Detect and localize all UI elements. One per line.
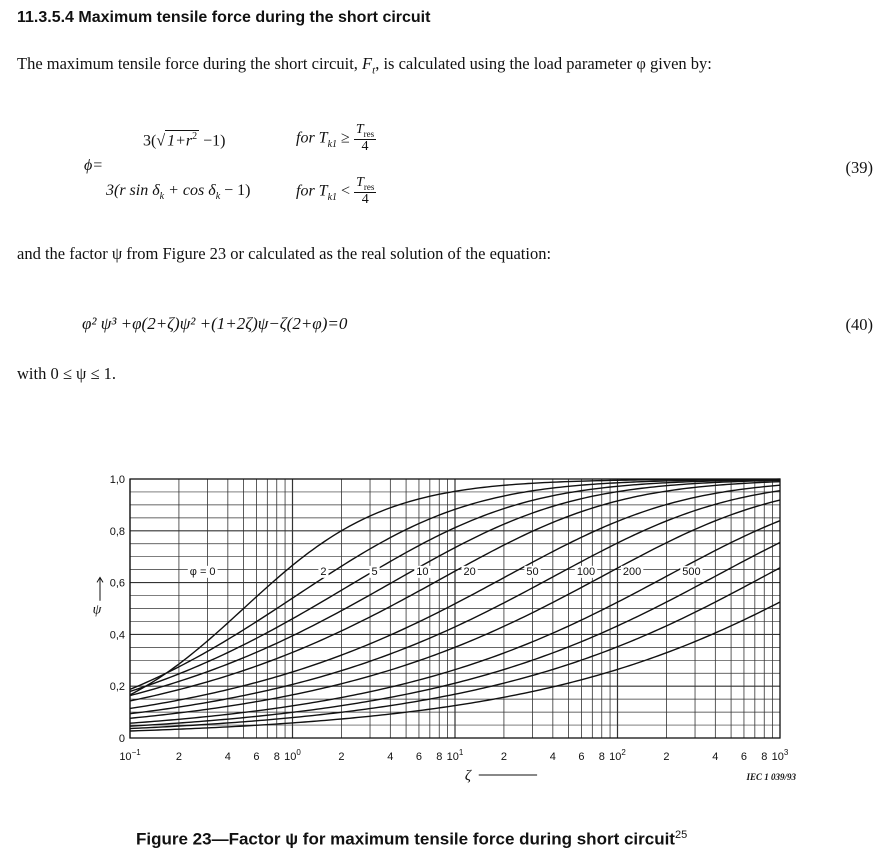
paragraph-range: with 0 ≤ ψ ≤ 1. (17, 364, 117, 383)
eq39-condition-1: for $T_{k1}$ ≥ $\frac{T_{res}}{4}$ (296, 122, 375, 155)
curve-label: 10 (416, 565, 429, 578)
x-tick-label: $10^0$ (284, 748, 301, 763)
x-tick-label: 8 (436, 751, 443, 763)
x-tick-label: 2 (500, 751, 507, 763)
figure-23-chart (0, 455, 892, 825)
curve-label: 20 (463, 565, 476, 578)
x-tick-label: 8 (273, 751, 280, 763)
source-tag: IEC 1 039/93 (746, 772, 796, 782)
curve-label: 50 (526, 565, 539, 578)
y-tick-label: 1,0 (109, 474, 125, 486)
x-tick-label: 4 (387, 751, 394, 763)
chart-axes (93, 474, 797, 784)
x-tick-label: 2 (663, 751, 670, 763)
curve-label: 5 (371, 565, 378, 578)
y-tick-label: 0,4 (109, 629, 125, 642)
curve-label: 500 (682, 565, 701, 578)
x-tick-label: 4 (224, 751, 231, 763)
curve-label: φ = 0 (189, 565, 216, 578)
x-tick-label: 6 (253, 751, 260, 763)
paragraph-intro: The maximum tensile force during the short circuit, $F_t$, is calculated using the load parameter φ given by: (17, 54, 712, 77)
x-tick-label: $10^2$ (609, 748, 626, 763)
x-tick-label: $10^3$ (771, 748, 789, 763)
y-tick-label: 0 (118, 733, 125, 745)
y-tick-label: 0,2 (109, 681, 125, 694)
x-tick-label: 6 (415, 751, 423, 763)
section-heading: 11.3.5.4 Maximum tensile force during the short circuit (17, 9, 431, 26)
curve-label: 100 (576, 565, 596, 578)
x-tick-label: 4 (549, 751, 556, 763)
y-tick-label: 0,8 (109, 525, 125, 538)
x-tick-label: 6 (578, 751, 585, 763)
eq39-number: (39) (845, 158, 873, 177)
y-tick-label: 0,6 (109, 577, 125, 590)
curve-label: 200 (622, 565, 642, 578)
x-tick-label: 2 (175, 751, 182, 763)
paragraph-factor: and the factor ψ from Figure 23 or calculated as the real solution of the equation: (17, 244, 552, 263)
eq39-condition-2: for $T_{k1}$ < $\frac{T_{res}}{4}$ (296, 175, 375, 208)
x-axis-title: ζ (464, 768, 471, 784)
eq39-lhs: ϕ= (84, 157, 104, 174)
figure-caption: Figure 23—Factor ψ for maximum tensile force during short circuit$^{25}$ (136, 829, 688, 849)
eq39-line2: 3(r $\sin \delta_k + \cos \delta_k - 1$) (106, 182, 251, 203)
x-tick-label: 6 (740, 751, 748, 763)
eq39-line1: 3(√ $1+r^2 -1$) (143, 131, 226, 150)
x-tick-label: $10^{-1}$ (119, 748, 141, 763)
x-tick-label: 8 (598, 751, 605, 763)
y-axis-title: ψ (92, 602, 102, 618)
x-tick-label: 2 (338, 751, 345, 763)
curve-label: 2 (320, 565, 327, 578)
x-tick-label: $10^1$ (446, 748, 464, 763)
eq40-formula: φ² ψ³ +φ(2+ζ)ψ² +(1+2ζ)ψ−ζ(2+φ)=0 (82, 314, 348, 333)
x-tick-label: 4 (712, 751, 719, 763)
eq40-number: (40) (845, 315, 873, 334)
x-tick-label: 8 (761, 751, 768, 763)
